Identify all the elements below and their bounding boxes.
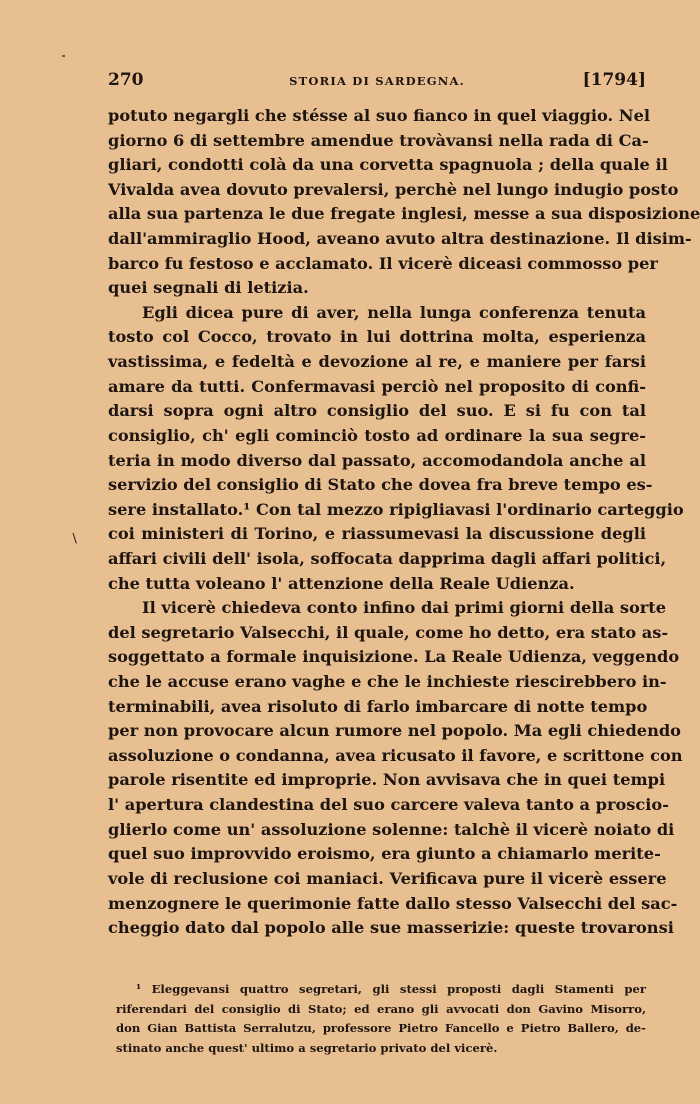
text-line: consiglio, ch' egli cominciò tosto ad ordinare la sua segre- — [108, 425, 646, 445]
text-line: gliari, condotti colà da una corvetta spagnuola ; della quale il — [108, 155, 668, 175]
text-line: quei segnali di letizia. — [108, 278, 309, 298]
text-line: che tutta voleano l' attenzione della Reale Udienza. — [108, 573, 575, 593]
footnote-line: ¹ Eleggevansi quattro segretari, gli stessi proposti dagli Stamenti per — [136, 982, 646, 996]
footnote-line: don Gian Battista Serralutzu, professore Pietro Fancello e Pietro Ballero, de- — [116, 1021, 646, 1035]
text-line: menzognere le querimonie fatte dallo stesso Valsecchi del sac- — [108, 893, 678, 913]
header-year: [1794] — [582, 70, 646, 90]
footnote-line: stinato anche quest' ultimo a segretario privato del vicerè. — [116, 1040, 498, 1055]
text-line: vastissima, e fedeltà e devozione al re, e maniere per farsi — [108, 352, 646, 372]
text-line: vole di reclusione coi maniaci. Verificava pure il vicerè essere — [108, 868, 667, 888]
text-line: barco fu festoso e acclamato. Il vicerè diceasi commosso per — [108, 253, 658, 273]
text-line: cheggio dato dal popolo alle sue masserizie: queste trovaronsi — [108, 918, 674, 938]
text-line: darsi sopra ogni altro consiglio del suo. E si fu con tal — [108, 401, 646, 421]
footnotes — [116, 980, 646, 1058]
text-line: l' apertura clandestina del suo carcere valeva tanto a proscio- — [108, 795, 669, 815]
text-line: glierlo come un' assoluzione solenne: talchè il vicerè noiato di — [108, 819, 675, 839]
text-line: coi ministeri di Torino, e riassumevasi la discussione degli — [108, 524, 646, 544]
text-line: Egli dicea pure di aver, nella lunga conferenza tenuta — [142, 302, 646, 322]
margin-mark: ∖ — [70, 532, 79, 547]
text-line: tosto col Cocco, trovato in lui dottrina molta, esperienza — [108, 327, 646, 347]
body-text — [108, 104, 700, 941]
text-line: sere installato.¹ Con tal mezzo ripigliavasi l'ordinario carteggio — [108, 499, 684, 519]
text-line: giorno 6 di settembre amendue trovàvansi nella rada di Ca- — [108, 130, 649, 150]
text-line: del segretario Valsecchi, il quale, come ho detto, era stato as- — [108, 622, 669, 642]
text-line: alla sua partenza le due fregate inglesi, messe a sua disposizione — [108, 204, 700, 224]
page-header — [108, 70, 646, 96]
text-line: teria in modo diverso dal passato, accomodandola anche al — [108, 450, 646, 470]
text-line: servizio del consiglio di Stato che dovea fra breve tempo es- — [108, 475, 653, 495]
text-line: affari civili dell' isola, soffocata dapprima dagli affari politici, — [108, 548, 667, 568]
footnote-line: riferendari del consiglio di Stato; ed erano gli avvocati don Gavino Misorro, — [116, 1001, 646, 1016]
text-line: che le accuse erano vaghe e che le inchieste riescirebbero in- — [108, 672, 667, 692]
text-line: assoluzione o condanna, avea ricusato il favore, e scrittone con — [108, 745, 683, 765]
page-number: 270 — [108, 70, 144, 90]
text-line: dall'ammiraglio Hood, aveano avuto altra destinazione. Il disim- — [108, 229, 692, 249]
text-line: Vivalda avea dovuto prevalersi, perchè nel lungo indugio posto — [108, 179, 679, 199]
text-line: soggettato a formale inquisizione. La Reale Udienza, veggendo — [108, 647, 680, 667]
text-line: Il vicerè chiedeva conto infino dai primi giorni della sorte — [142, 598, 667, 618]
text-line: amare da tutti. Confermavasi perciò nel proposito di confi- — [108, 376, 646, 396]
text-line: potuto negargli che stésse al suo fianco in quel viaggio. Nel — [108, 106, 651, 125]
text-line: quel suo improvvido eroismo, era giunto a chiamarlo merite- — [108, 844, 661, 864]
running-title: STORIA DI SARDEGNA. — [289, 74, 465, 88]
text-line: per non provocare alcun rumore nel popolo. Ma egli chiedendo — [108, 721, 681, 741]
text-line: parole risentite ed improprie. Non avvisava che in quei tempi — [108, 770, 666, 790]
ink-speck — [62, 55, 65, 57]
text-line: terminabili, avea risoluto di farlo imbarcare di notte tempo — [108, 696, 648, 716]
